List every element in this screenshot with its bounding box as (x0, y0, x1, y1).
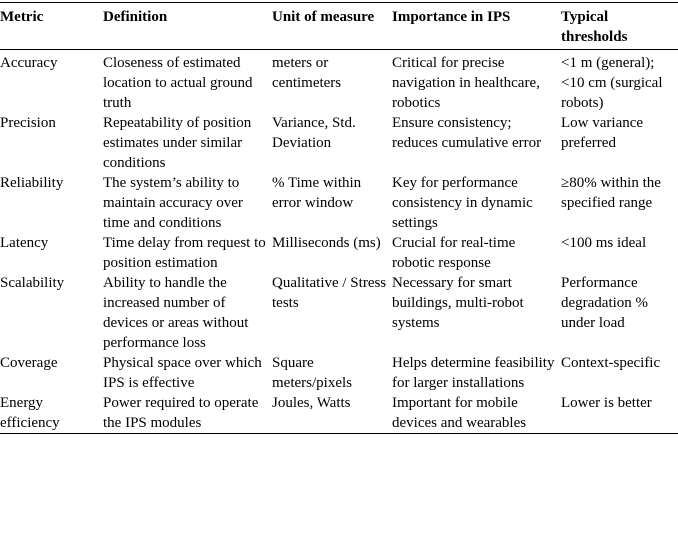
cell-unit: Joules, Watts (272, 395, 351, 411)
cell-threshold: <100 ms ideal (561, 235, 647, 251)
table-row (0, 173, 678, 233)
cell-metric: Precision (0, 115, 56, 131)
cell-unit: meters or centimeters (272, 55, 342, 91)
table-row (0, 113, 678, 173)
cell-threshold: Performance degradation % under load (561, 275, 649, 331)
cell-importance: Crucial for real-time robotic response (392, 235, 516, 271)
cell-threshold: Lower is better (561, 395, 652, 411)
cell-definition: Power required to operate the IPS modules (103, 395, 259, 431)
cell-definition: Ability to handle the increased number of devices or areas without performance loss (103, 275, 249, 351)
cell-importance: Helps determine feasibility for larger installations (392, 355, 555, 391)
cell-metric: Reliability (0, 175, 64, 191)
cell-definition: Physical space over which IPS is effective (103, 355, 262, 391)
cell-threshold: Low variance preferred (561, 115, 644, 151)
cell-definition: Closeness of estimated location to actual ground truth (103, 55, 253, 111)
cell-metric: Coverage (0, 355, 58, 371)
cell-importance: Important for mobile devices and wearables (392, 395, 527, 431)
cell-unit: Variance, Std. Deviation (272, 115, 356, 151)
cell-importance: Critical for precise navigation in healthcare, robotics (392, 55, 540, 111)
cell-unit: Qualitative / Stress tests (272, 275, 387, 311)
table-row (0, 273, 678, 353)
header-metric: Metric (0, 9, 44, 25)
cell-definition: The system’s ability to maintain accuracy over time and conditions (103, 175, 243, 231)
header-definition: Definition (103, 9, 168, 25)
cell-unit: % Time within error window (272, 175, 362, 211)
cell-metric: Accuracy (0, 55, 58, 71)
cell-metric: Scalability (0, 275, 65, 291)
header-row (0, 3, 678, 50)
table-body (0, 50, 678, 434)
header-unit: Unit of measure (272, 9, 375, 25)
ips-metrics-table (0, 2, 678, 434)
table-row (0, 233, 678, 273)
table-header (0, 3, 678, 50)
cell-threshold: <1 m (general); <10 cm (surgical robots) (561, 55, 663, 111)
table-row (0, 353, 678, 393)
cell-threshold: Context-specific (561, 355, 661, 371)
cell-unit: Square meters/pixels (272, 355, 352, 391)
header-importance: Importance in IPS (392, 9, 511, 25)
cell-importance: Ensure consistency; reduces cumulative error (392, 115, 542, 151)
cell-metric: Energy efficiency (0, 395, 60, 431)
cell-metric: Latency (0, 235, 49, 251)
cell-definition: Time delay from request to position estimation (103, 235, 266, 271)
cell-definition: Repeatability of position estimates under similar conditions (103, 115, 252, 171)
cell-importance: Necessary for smart buildings, multi-robot systems (392, 275, 524, 331)
cell-threshold: ≥80% within the specified range (561, 175, 661, 211)
table-row (0, 393, 678, 434)
cell-importance: Key for performance consistency in dynamic settings (392, 175, 533, 231)
header-thresholds: Typical thresholds (561, 9, 628, 45)
cell-unit: Milliseconds (ms) (272, 235, 381, 251)
table-row (0, 50, 678, 114)
